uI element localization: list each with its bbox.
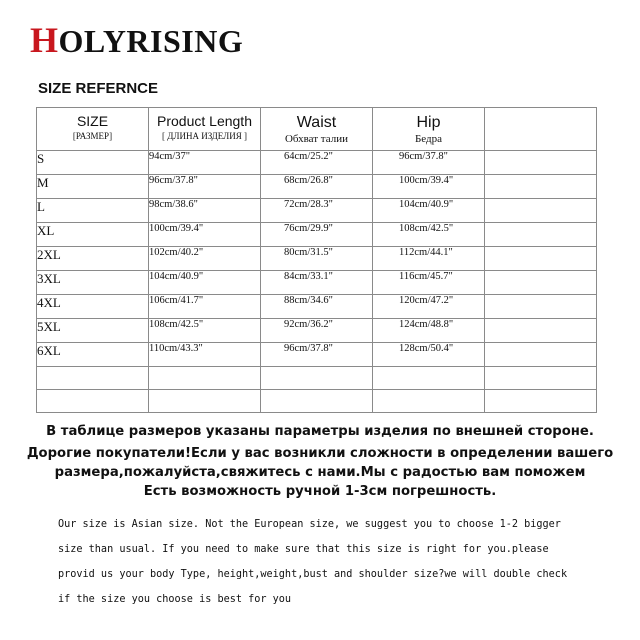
cell-extra [485, 151, 597, 175]
cell-size: 4XL [37, 295, 149, 319]
header-size-sublabel: [РАЗМЕР] [72, 131, 113, 141]
english-notice-line-4: if the size you choose is best for you [58, 594, 292, 605]
header-hip [373, 108, 485, 151]
cell-size: L [37, 199, 149, 223]
english-notice-line-3: provid us your body Type, height,weight,bust and shoulder size?we will double check [58, 569, 568, 580]
brand-logo-rest: OLYRISING [58, 23, 244, 59]
table-body [37, 151, 597, 413]
cell-empty [261, 367, 373, 390]
header-waist [261, 108, 373, 151]
cell-waist: 68cm/26.8" [261, 175, 373, 199]
cell-empty [485, 390, 597, 413]
cell-product-length: 104cm/40.9" [149, 271, 261, 295]
table-row [37, 271, 597, 295]
cell-extra [485, 295, 597, 319]
cell-hip: 116cm/45.7" [373, 271, 485, 295]
cell-product-length: 94cm/37" [149, 151, 261, 175]
english-notice [58, 512, 618, 612]
header-size-label: SIZE [76, 113, 109, 129]
cell-extra [485, 223, 597, 247]
cell-product-length: 108cm/42.5" [149, 319, 261, 343]
cell-hip: 104cm/40.9" [373, 199, 485, 223]
russian-notice-line-1: В таблице размеров указаны параметры изделия по внешней стороне. [46, 424, 594, 439]
table-row-empty [37, 390, 597, 413]
brand-logo [30, 22, 243, 58]
english-notice-line-1: Our size is Asian size. Not the European size, we suggest you to choose 1-2 bigger [58, 519, 561, 530]
english-notice-line-2: size than usual. If you need to make sure that this size is right for you.please [58, 544, 549, 555]
table-row [37, 223, 597, 247]
cell-extra [485, 343, 597, 367]
cell-size: XL [37, 223, 149, 247]
header-product-length-label: Product Length [157, 113, 252, 129]
table-row [37, 247, 597, 271]
cell-empty [261, 390, 373, 413]
header-waist-sublabel: Обхват талии [284, 133, 348, 145]
cell-extra [485, 175, 597, 199]
cell-extra [485, 271, 597, 295]
cell-size: 6XL [37, 343, 149, 367]
cell-size: 2XL [37, 247, 149, 271]
cell-size: M [37, 175, 149, 199]
cell-empty [149, 367, 261, 390]
table-row [37, 199, 597, 223]
cell-size: S [37, 151, 149, 175]
cell-product-length: 102cm/40.2" [149, 247, 261, 271]
cell-empty [37, 390, 149, 413]
cell-size: 3XL [37, 271, 149, 295]
cell-waist: 76cm/29.9" [261, 223, 373, 247]
cell-waist: 84cm/33.1" [261, 271, 373, 295]
cell-product-length: 100cm/39.4" [149, 223, 261, 247]
cell-waist: 88cm/34.6" [261, 295, 373, 319]
russian-notice-line-3: размера,пожалуйста,свяжитесь с нами.Мы с радостью вам поможем [54, 465, 586, 480]
table-row [37, 343, 597, 367]
cell-extra [485, 247, 597, 271]
header-hip-label: Hip [416, 114, 441, 131]
table-header-row [37, 108, 597, 151]
russian-notice-line-4: Есть возможность ручной 1-3см погрешность. [143, 484, 497, 499]
brand-logo-initial: H [30, 20, 59, 60]
cell-empty [373, 367, 485, 390]
table-row [37, 295, 597, 319]
cell-hip: 120cm/47.2" [373, 295, 485, 319]
cell-empty [373, 390, 485, 413]
cell-product-length: 98cm/38.6" [149, 199, 261, 223]
cell-empty [485, 367, 597, 390]
cell-product-length: 96cm/37.8" [149, 175, 261, 199]
table-row [37, 175, 597, 199]
cell-waist: 96cm/37.8" [261, 343, 373, 367]
cell-extra [485, 199, 597, 223]
cell-product-length: 106cm/41.7" [149, 295, 261, 319]
cell-extra [485, 319, 597, 343]
header-hip-sublabel: Бедра [414, 133, 443, 145]
cell-hip: 108cm/42.5" [373, 223, 485, 247]
table-row [37, 319, 597, 343]
russian-notice-line-2: Дорогие покупатели!Если у вас возникли сложности в определении вашего [26, 446, 614, 461]
cell-waist: 80cm/31.5" [261, 247, 373, 271]
cell-product-length: 110cm/43.3" [149, 343, 261, 367]
size-chart-table [36, 107, 597, 413]
table-row [37, 151, 597, 175]
header-product-length [149, 108, 261, 151]
header-waist-label: Waist [296, 114, 337, 131]
cell-waist: 72cm/28.3" [261, 199, 373, 223]
cell-empty [37, 367, 149, 390]
cell-waist: 92cm/36.2" [261, 319, 373, 343]
header-size [37, 108, 149, 151]
cell-size: 5XL [37, 319, 149, 343]
cell-hip: 124cm/48.8" [373, 319, 485, 343]
cell-hip: 96cm/37.8" [373, 151, 485, 175]
cell-hip: 100cm/39.4" [373, 175, 485, 199]
cell-hip: 112cm/44.1" [373, 247, 485, 271]
cell-waist: 64cm/25.2" [261, 151, 373, 175]
cell-hip: 128cm/50.4" [373, 343, 485, 367]
cell-empty [149, 390, 261, 413]
section-title: SIZE REFERNCE [38, 80, 159, 97]
header-product-length-sublabel: [ ДЛИНА ИЗДЕЛИЯ ] [161, 131, 248, 141]
header-empty [485, 108, 597, 151]
table-row-empty [37, 367, 597, 390]
